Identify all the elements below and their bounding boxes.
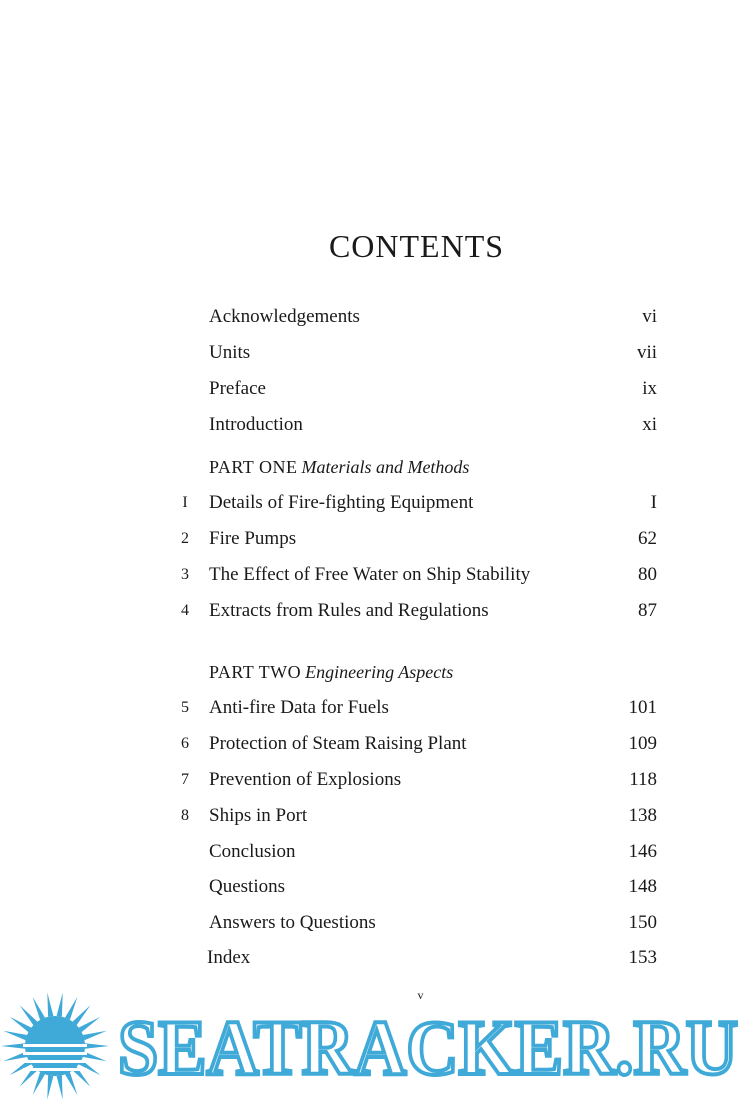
sun-ray [3, 1031, 27, 1040]
toc-entry-label: Details of Fire-fighting Equipment [209, 492, 474, 513]
toc-chapter-4[interactable] [0, 598, 749, 624]
toc-entry-page: 150 [628, 912, 657, 933]
sun-ray [73, 1005, 91, 1025]
toc-chapter-7[interactable] [0, 767, 749, 793]
chapter-number: I [182, 494, 188, 511]
toc-entry-label: Introduction [209, 414, 303, 435]
part-one-subtitle: Materials and Methods [301, 457, 470, 477]
chapter-number: 3 [181, 566, 189, 583]
toc-entry-conclusion[interactable] [0, 839, 749, 865]
toc-entry-label: Preface [209, 378, 266, 399]
sun-icon [1, 993, 109, 1100]
sun-ray [20, 1005, 38, 1025]
watermark-text: SEATRACKER.RU [118, 1004, 738, 1091]
sun-ray [33, 997, 45, 1020]
chapter-number: 6 [181, 735, 189, 752]
toc-entry-page: 62 [638, 528, 657, 549]
sun-ray [79, 1017, 101, 1032]
part-two-heading [0, 659, 749, 685]
toc-entry-label: Prevention of Explosions [209, 769, 402, 790]
chapter-number: 8 [181, 807, 189, 824]
toc-entry-label: Conclusion [209, 841, 296, 862]
sun-ray [1, 1043, 25, 1048]
toc-entry-page: 148 [628, 876, 657, 897]
toc-entry-page: 153 [628, 947, 657, 968]
toc-entry-answers[interactable] [0, 910, 749, 936]
watermark [0, 990, 749, 1101]
toc-entry-introduction[interactable] [0, 412, 749, 438]
toc-chapter-8[interactable] [0, 803, 749, 829]
toc-entry-label: Extracts from Rules and Regulations [209, 600, 489, 621]
sun-ray [65, 1072, 77, 1095]
toc-entry-page: vii [636, 342, 657, 363]
toc-entry-label: Questions [209, 876, 285, 897]
toc-chapter-6[interactable] [0, 731, 749, 757]
toc-entry-units[interactable] [0, 340, 749, 366]
sun-ray [10, 1017, 32, 1032]
toc-entry-page: xi [642, 414, 657, 435]
toc-entry-preface[interactable] [0, 376, 749, 402]
toc-entry-page: 101 [628, 697, 657, 718]
sun-ray [33, 1072, 45, 1095]
sun-ray [57, 993, 63, 1017]
toc-entry-label: The Effect of Free Water on Ship Stability [209, 564, 531, 585]
toc-chapter-2[interactable] [0, 526, 749, 552]
toc-entry-page: vi [642, 306, 657, 327]
page-title: CONTENTS [328, 228, 505, 264]
toc-entry-index[interactable] [0, 945, 749, 971]
sun-ray [83, 1031, 107, 1040]
toc-chapter-5[interactable] [0, 695, 749, 721]
toc-entry-questions[interactable] [0, 874, 749, 900]
toc-entry-label: Answers to Questions [209, 912, 376, 933]
toc-entry-label: Index [207, 947, 251, 968]
toc-entry-label: Units [209, 342, 251, 363]
sun-ray [57, 1075, 63, 1099]
toc-entry-label: Acknowledgements [209, 306, 360, 327]
toc-chapter-3[interactable] [0, 562, 749, 588]
toc-entry-page: I [650, 492, 657, 513]
part-two-label: PART TWO [209, 662, 302, 682]
toc-entry-page: 146 [628, 841, 657, 862]
toc-entry-page: 138 [628, 805, 657, 826]
sun-ray [47, 993, 53, 1017]
toc-entry-page: 109 [628, 733, 657, 754]
chapter-number: 5 [181, 699, 189, 716]
sun-ray [85, 1043, 109, 1048]
part-one-label: PART ONE [209, 457, 298, 477]
sun-ray [65, 997, 77, 1020]
toc-entry-acknowledgements[interactable] [0, 304, 749, 330]
toc-entry-page: 118 [629, 769, 657, 790]
sun-ray [47, 1075, 53, 1099]
toc-entry-label: Anti-fire Data for Fuels [209, 697, 389, 718]
part-one-heading [0, 454, 749, 480]
toc-entry-page: ix [642, 378, 657, 399]
toc-entry-label: Protection of Steam Raising Plant [209, 733, 467, 754]
toc-entry-label: Ships in Port [209, 805, 308, 826]
chapter-number: 2 [181, 530, 189, 547]
toc-entry-page: 87 [638, 600, 657, 621]
chapter-number: 4 [181, 602, 189, 619]
toc-entry-label: Fire Pumps [209, 528, 297, 549]
page-number: v [417, 988, 424, 1002]
chapter-number: 7 [181, 771, 189, 788]
part-two-subtitle: Engineering Aspects [305, 662, 454, 682]
toc-chapter-1[interactable] [0, 490, 749, 516]
toc-entry-page: 80 [638, 564, 657, 585]
